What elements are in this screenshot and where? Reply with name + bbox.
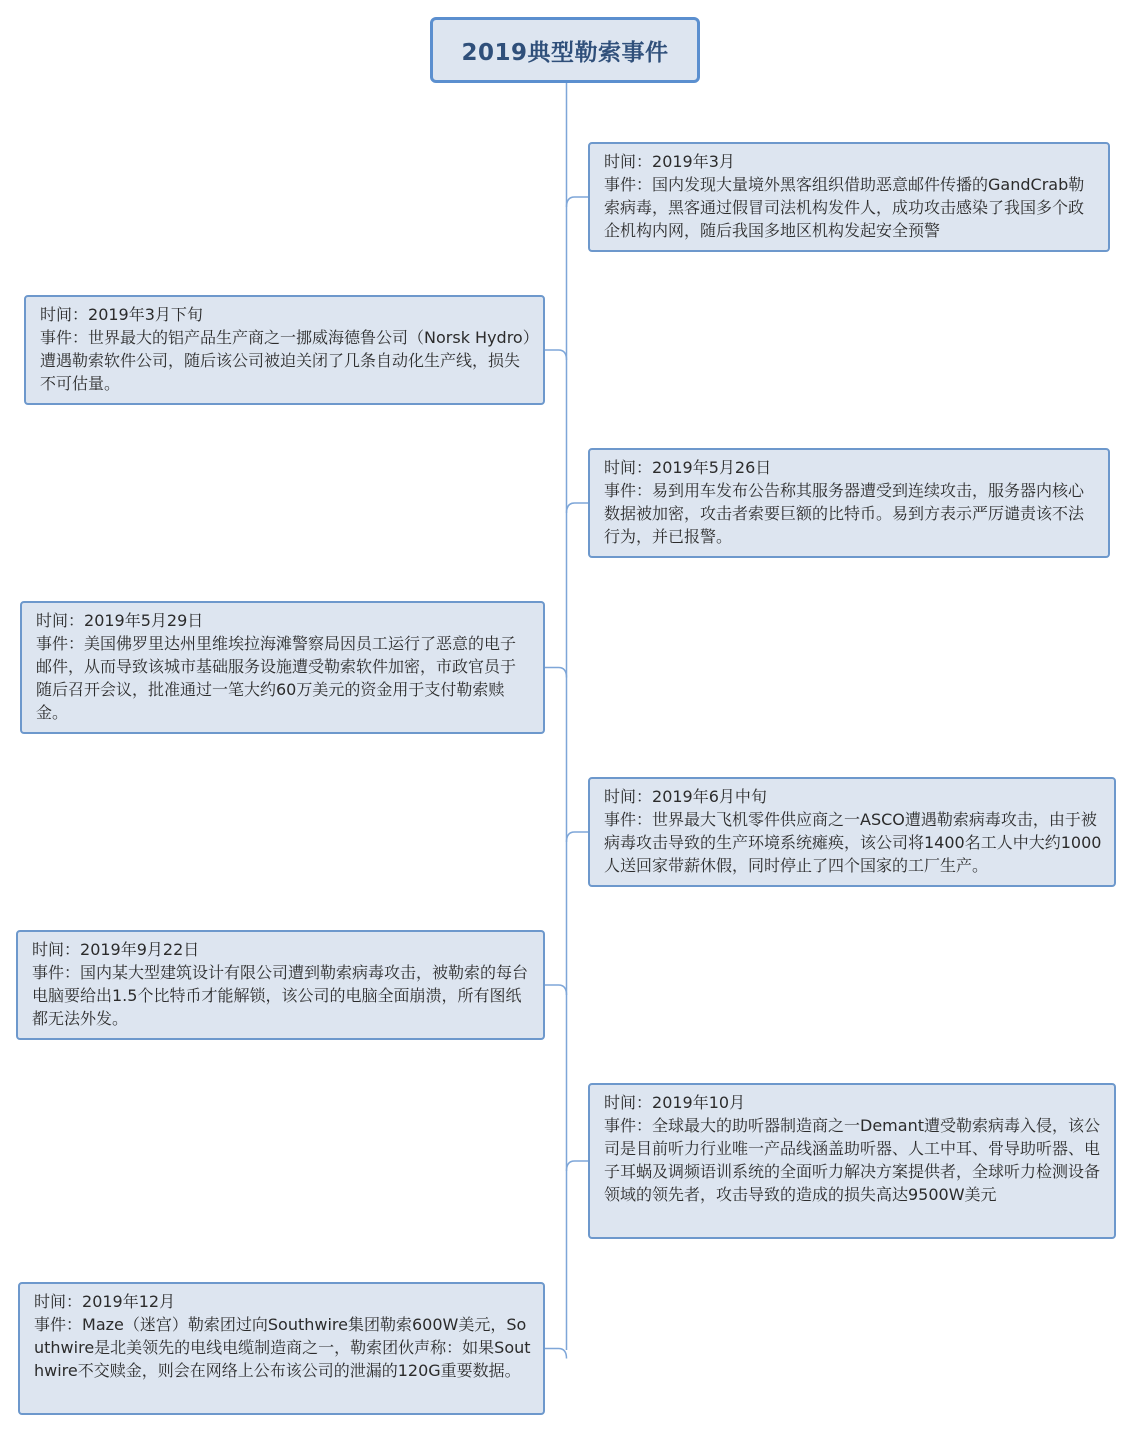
connector-branch-7 (545, 1349, 567, 1359)
event-node-2019-10[interactable] (588, 1083, 1116, 1239)
event-description-line: 事件：Maze（迷宫）勒索团过向Southwire集团勒索600W美元，Southwire是北美领先的电线电缆制造商之一，勒索团伙声称：如果Southwire不交赎金，则会在网络上公布该公司的泄漏的120G重要数据。 (34, 1315, 531, 1380)
event-node-2019-03-late[interactable] (24, 295, 545, 405)
event-time-line: 时间：2019年10月 (604, 1093, 746, 1112)
event-time-line: 时间：2019年3月下旬 (40, 305, 203, 324)
central-topic-label: 2019典型勒索事件 (461, 39, 669, 66)
event-description-line: 事件：美国佛罗里达州里维埃拉海滩警察局因员工运行了恶意的电子邮件，从而导致该城市基础服务设施遭受勒索软件加密，市政官员于随后召开会议，批准通过一笔大约60万美元的资金用于支付勒索赎金。 (36, 634, 517, 722)
event-node-2019-03[interactable] (588, 142, 1110, 252)
event-node-2019-06-mid[interactable] (588, 777, 1116, 887)
event-node-2019-05-26[interactable] (588, 448, 1110, 558)
event-description-line: 事件：世界最大飞机零件供应商之一ASCO遭遇勒索病毒攻击，由于被病毒攻击导致的生产环境系统瘫痪，该公司将1400名工人中大约1000人送回家带薪休假，同时停止了四个国家的工厂生产。 (604, 810, 1102, 875)
event-description-line: 事件：易到用车发布公告称其服务器遭受到连续攻击，服务器内核心数据被加密，攻击者索要巨额的比特币。易到方表示严厉谴责该不法行为，并已报警。 (604, 481, 1085, 546)
event-node-2019-12[interactable] (18, 1282, 545, 1415)
event-time-line: 时间：2019年9月22日 (32, 940, 200, 959)
event-description-line: 事件：世界最大的铝产品生产商之一挪威海德鲁公司（Norsk Hydro）遭遇勒索软件公司，随后该公司被迫关闭了几条自动化生产线，损失不可估量。 (40, 328, 531, 393)
connector-branch-4 (567, 832, 589, 842)
event-time-line: 时间：2019年12月 (34, 1292, 176, 1311)
event-description-line: 事件：国内某大型建筑设计有限公司遭到勒索病毒攻击，被勒索的每台电脑要给出1.5个比特币才能解锁，该公司的电脑全面崩溃，所有图纸都无法外发。 (32, 963, 529, 1028)
event-node-2019-09-22[interactable] (16, 930, 545, 1040)
event-node-2019-05-29[interactable] (20, 601, 545, 734)
event-description-line: 事件：国内发现大量境外黑客组织借助恶意邮件传播的GandCrab勒索病毒，黑客通过假冒司法机构发件人，成功攻击感染了我国多个政企机构内网，随后我国多地区机构发起安全预警 (604, 175, 1085, 240)
connector-branch-6 (567, 1161, 589, 1171)
central-topic[interactable] (430, 17, 700, 83)
event-time-line: 时间：2019年5月29日 (36, 611, 204, 630)
connector-branch-0 (567, 197, 589, 207)
event-time-line: 时间：2019年5月26日 (604, 458, 772, 477)
event-time-line: 时间：2019年6月中旬 (604, 787, 767, 806)
connector-branch-5 (545, 985, 567, 995)
connector-branch-1 (545, 350, 567, 360)
connector-branch-3 (545, 668, 567, 678)
event-description-line: 事件：全球最大的助听器制造商之一Demant遭受勒索病毒入侵，该公司是目前听力行业唯一产品线涵盖助听器、人工中耳、骨导助听器、电子耳蜗及调频语训系统的全面听力解决方案提供者，全球听力检测设备领域的领先者，攻击导致的造成的损失高达9500W美元 (604, 1116, 1101, 1204)
event-time-line: 时间：2019年3月 (604, 152, 735, 171)
connector-branch-2 (567, 503, 589, 513)
